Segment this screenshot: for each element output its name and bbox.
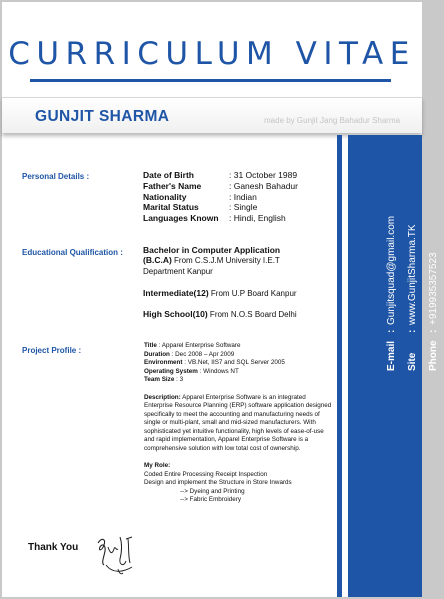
role-line: Coded Entire Processing Receipt Inspection — [144, 470, 268, 478]
personal-row-dob: Date of Birth : 31 October 1989 — [143, 170, 298, 180]
title-underline — [30, 79, 391, 82]
role-line: --> Dyeing and Printing — [180, 487, 245, 495]
cv-page — [2, 2, 439, 597]
personal-row-father: Father's Name : Ganesh Bahadur — [143, 180, 298, 191]
role-line: --> Fabric Embroidery — [180, 496, 242, 503]
personal-row-nationality: Nationality : Indian — [143, 191, 257, 202]
sidebar-thin-stripe — [337, 135, 342, 597]
education-intermediate: Intermediate(12) From U.P Board Kanpur — [143, 288, 297, 298]
name-banner — [2, 97, 422, 133]
role-line: Design and implement the Structure in Store Inwards — [144, 479, 292, 486]
thank-you-text: Thank You — [28, 542, 79, 553]
contact-sidebar — [337, 135, 439, 597]
project-role: My Role: Coded Entire Processing Receipt Inspection Design and implement the Structure in Store Inwards --> Dyeing and Printing --> Fabric Embroidery — [144, 462, 332, 505]
personal-row-languages: Languages Known : Hindi, English — [143, 213, 286, 224]
project-duration-row: Duration : Dec 2008 – Apr 2009 — [144, 350, 235, 358]
personal-row-marital: Marital Status : Single — [143, 202, 258, 213]
contact-phone: Phone:+919935357523 — [428, 252, 439, 371]
project-profile-heading: Project Profile : — [22, 346, 82, 355]
cv-title: CURRICULUM VITAE — [8, 36, 416, 72]
personal-details-heading: Personal Details : — [22, 172, 90, 181]
education-high-school: High School(10) From N.O.S Board Delhi — [143, 309, 297, 319]
candidate-name: GUNJIT SHARMA — [35, 108, 170, 125]
personal-details-list — [143, 170, 298, 224]
project-description: Description: Apparel Enterprise Software is an integrated Enterprise Resource Planning (ERP) software application designed specifically to meet the accounting and manufacturing needs of single or multi-plant, small and mid-sized manufacturers. With sophisticated yet intuitive functionality, high levels of ease-of-use and rapid implementation, Apparel Enterprise Software is a comprehensive solution with low total cost of ownership. — [144, 393, 332, 452]
education-heading: Educational Qualification : — [22, 248, 123, 257]
education-bca: Bachelor in Computer Application (B.C.A) From C.S.J.M University I.E.T Department Kanpur — [143, 245, 281, 276]
project-team-row: Team Size : 3 — [144, 376, 184, 383]
handwritten-signature — [92, 529, 140, 579]
project-details — [144, 342, 332, 505]
contact-email: E-mail:Gunjitsquad@gmail.com — [386, 215, 397, 371]
project-title-row: Title : Apparel Enterprise Software — [144, 342, 241, 349]
project-os-row: Operating System : Windows NT — [144, 367, 239, 375]
watermark-text: made by Gunjit Jang Bahadur Sharma — [264, 116, 401, 125]
contact-site: Site:www.GunjitSharma.TK — [407, 224, 418, 371]
contact-info — [381, 216, 444, 371]
project-environment-row: Environment : VB.Net, IIS7 and SQL Server 2005 — [144, 359, 285, 366]
